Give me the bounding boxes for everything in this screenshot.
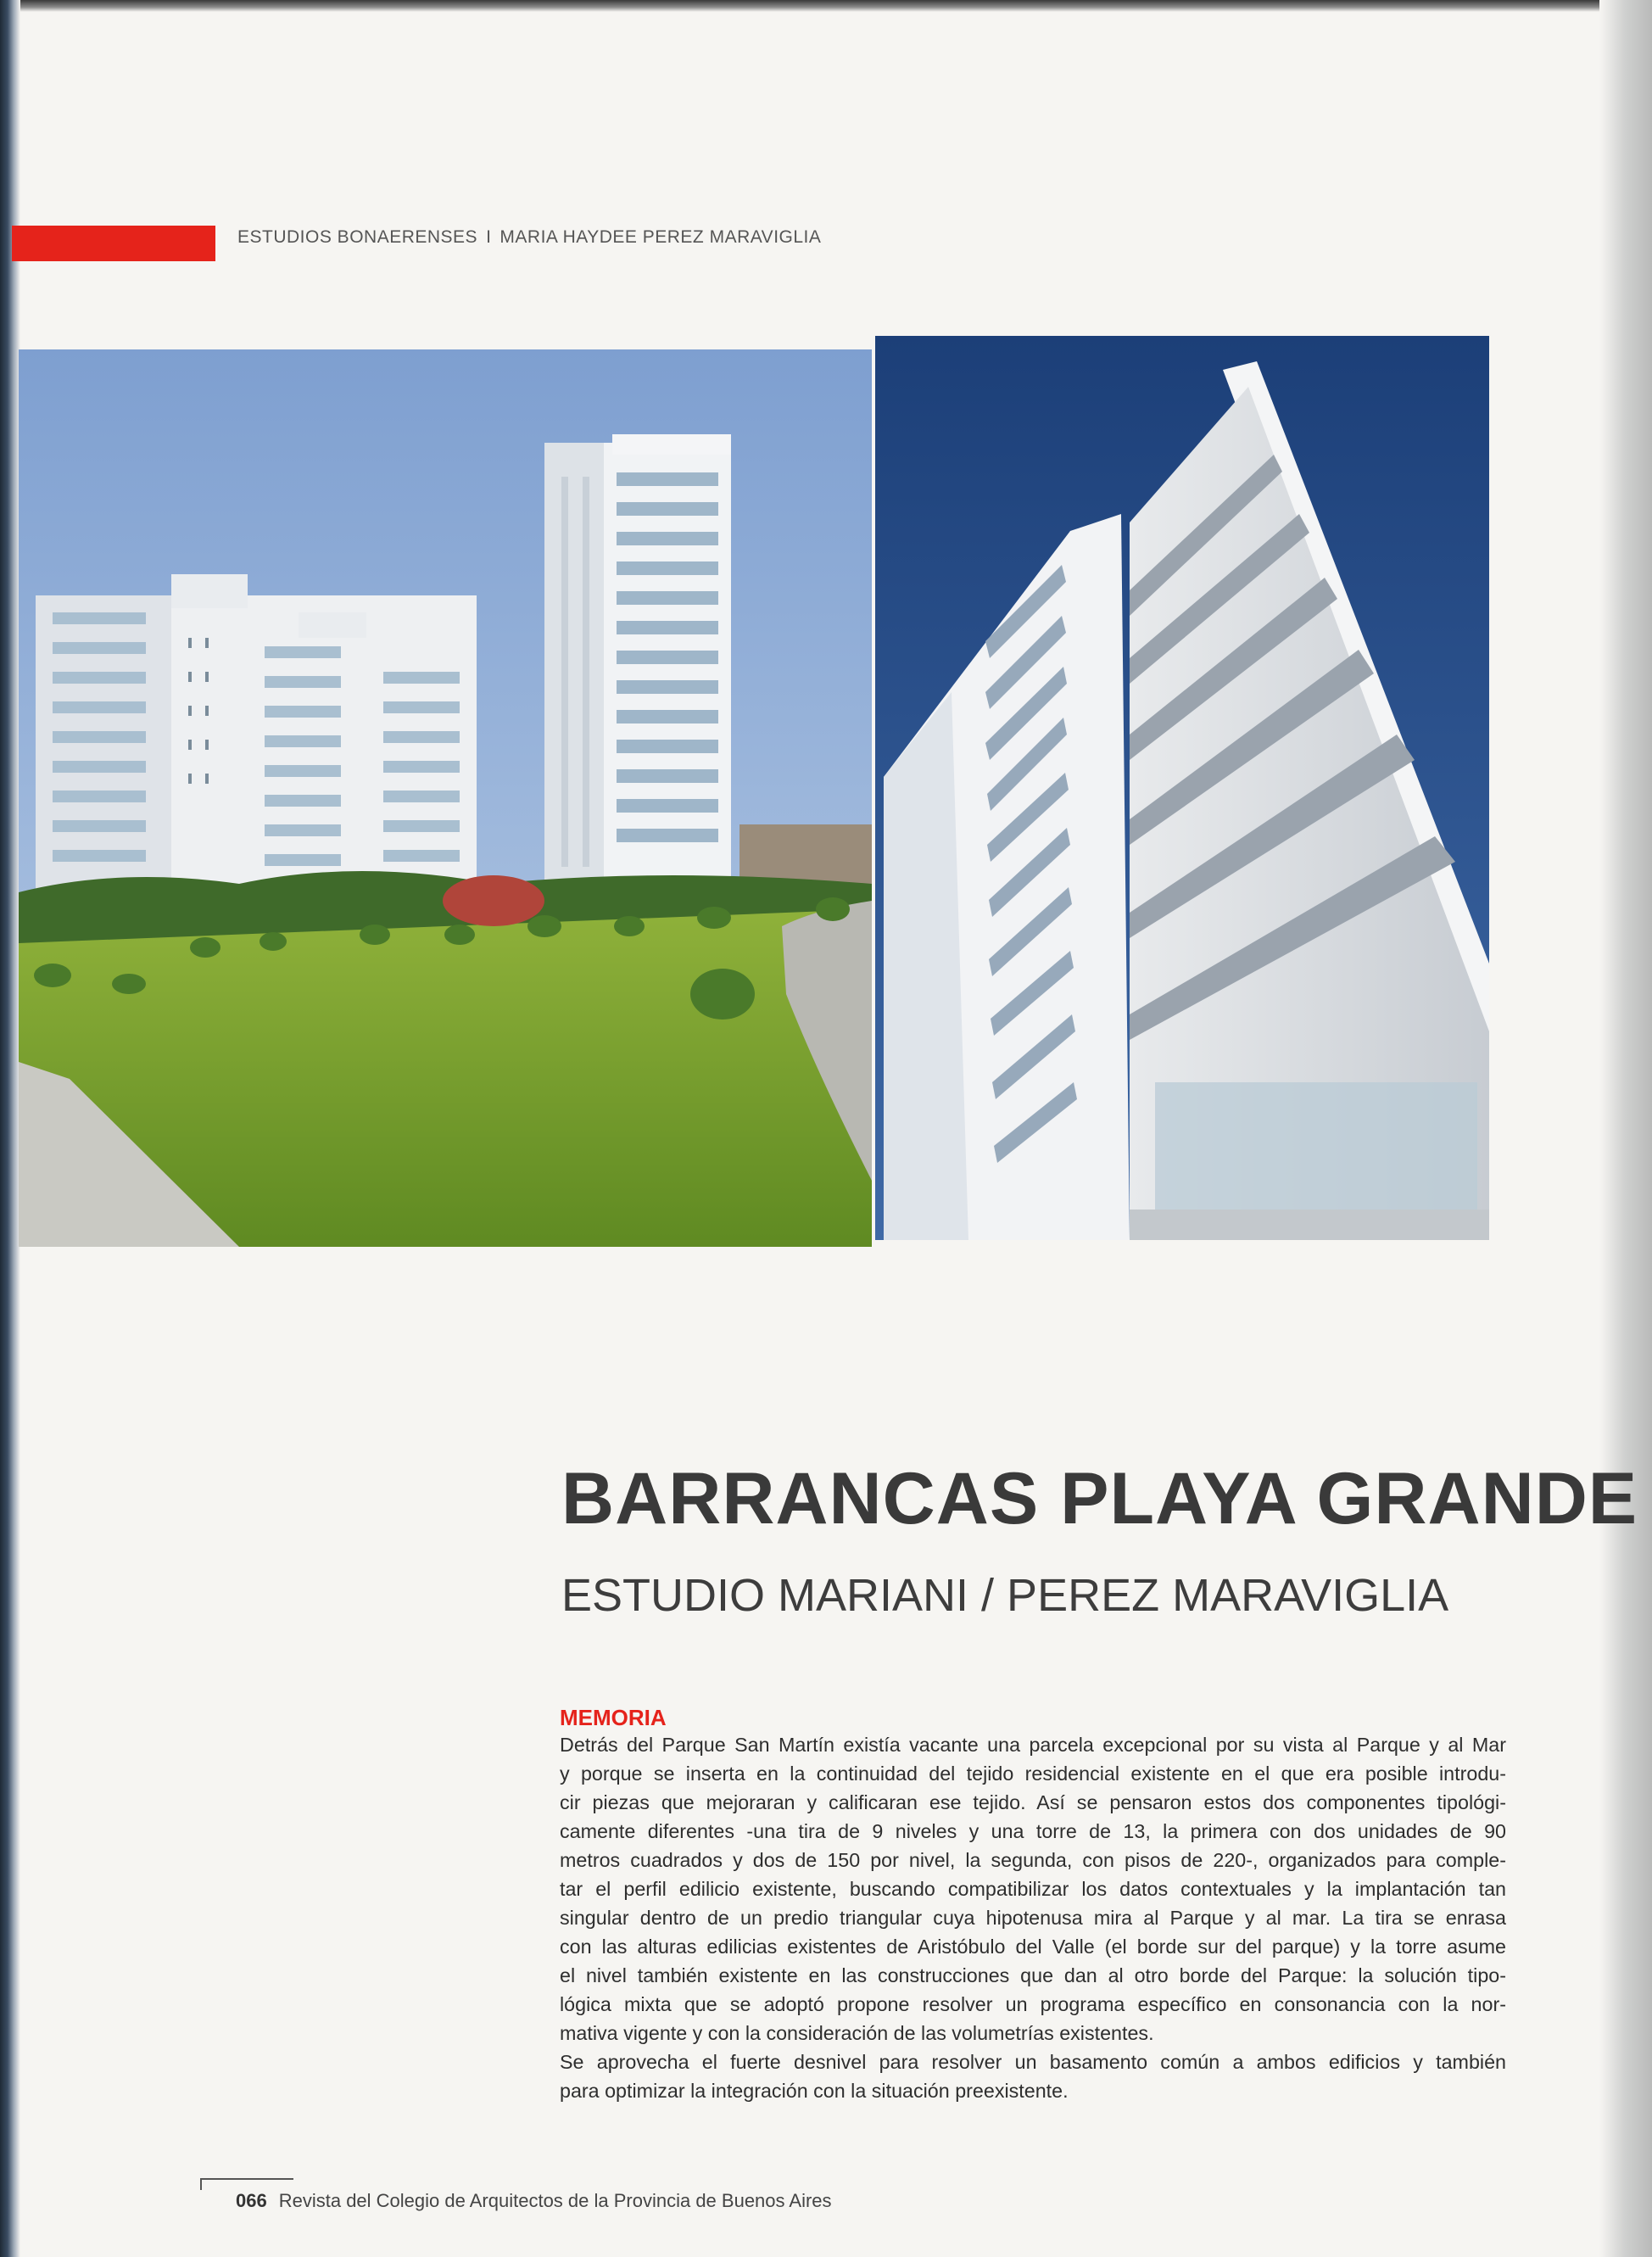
body-line: lógica mixta que se adoptó propone resolver un programa específico en consonancia con la nor- <box>560 1993 1506 2015</box>
article-body <box>560 1730 1506 2105</box>
section-label-memoria: MEMORIA <box>560 1705 667 1730</box>
body-line: y porque se inserta en la continuidad del tejido residencial existente en el que era posible introdu- <box>560 1763 1506 1785</box>
body-line: el nivel también existente en las construcciones que dan al otro borde del Parque: la solución tipo- <box>560 1964 1506 1986</box>
header-section: ESTUDIOS BONAERENSES <box>237 227 478 247</box>
photo-tower-perspective <box>875 336 1489 1240</box>
header-author: MARIA HAYDEE PEREZ MARAVIGLIA <box>500 227 822 247</box>
scan-edge-left <box>0 0 20 2257</box>
body-line: tar el perfil edilicio existente, buscando compatibilizar los datos contextuales y la implantación tan <box>560 1878 1506 1900</box>
page-footer <box>236 2190 832 2212</box>
scan-edge-top <box>0 0 1652 12</box>
footer-tick <box>200 2178 202 2190</box>
body-line: cir piezas que mejoraran y calificaran ese tejido. Así se pensaron estos dos componentes tipológi- <box>560 1791 1506 1813</box>
scan-edge-right <box>1599 0 1652 2257</box>
publication-name: Revista del Colegio de Arquitectos de la Provincia de Buenos Aires <box>278 2190 832 2211</box>
body-line: metros cuadrados y dos de 150 por nivel, la segunda, con pisos de 220-, organizados para comple- <box>560 1849 1506 1871</box>
article-subtitle: ESTUDIO MARIANI / PEREZ MARAVIGLIA <box>561 1570 1449 1621</box>
body-line: mativa vigente y con la consideración de las volumetrías existentes. <box>560 2022 1154 2044</box>
footer-rule <box>200 2178 293 2180</box>
section-color-tab <box>12 226 215 261</box>
photo-buildings-park <box>19 349 872 1247</box>
body-line: Se aprovecha el fuerte desnivel para resolver un basamento común a ambos edificios y también <box>560 2051 1506 2073</box>
running-header <box>237 227 821 248</box>
header-separator: I <box>486 227 492 247</box>
body-line: Detrás del Parque San Martín existía vacante una parcela excepcional por su vista al Parque y al Mar <box>560 1734 1506 1756</box>
article-title: BARRANCAS PLAYA GRANDE <box>561 1458 1638 1539</box>
body-line: con las alturas edilicias existentes de Aristóbulo del Valle (el borde sur del parque) y la torre asume <box>560 1936 1506 1958</box>
body-line: singular dentro de un predio triangular cuya hipotenusa mira al Parque y al mar. La tira se enrasa <box>560 1907 1506 1929</box>
page-number: 066 <box>236 2190 267 2211</box>
body-line: camente diferentes -una tira de 9 niveles y una torre de 13, la primera con dos unidades de 90 <box>560 1820 1506 1842</box>
body-line: para optimizar la integración con la situación preexistente. <box>560 2080 1069 2102</box>
